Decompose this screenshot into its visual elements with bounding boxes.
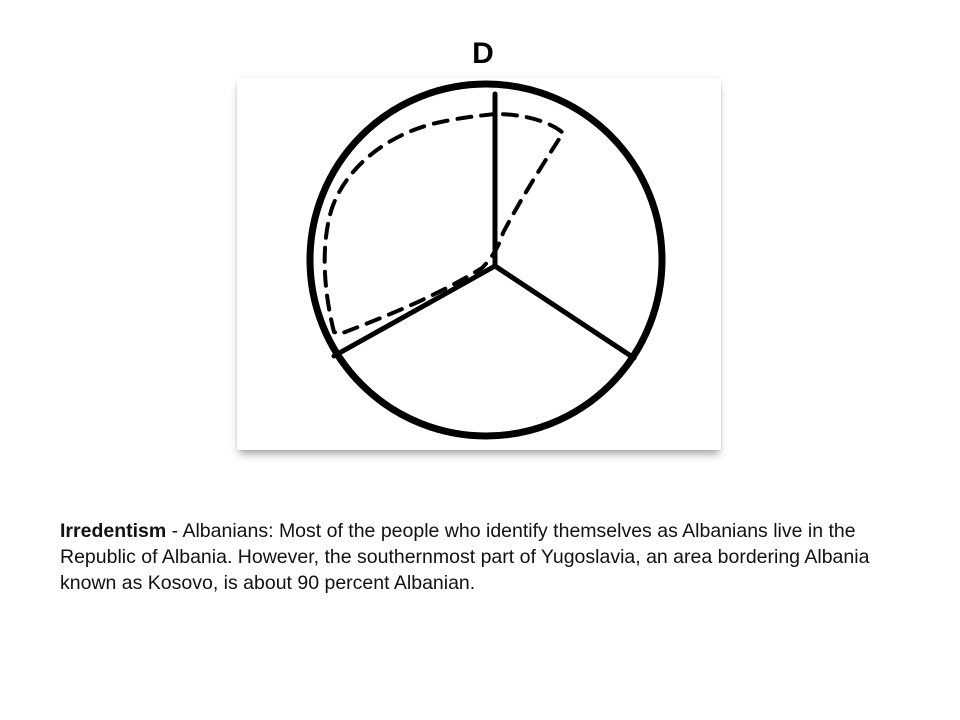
caption-text: - Albanians: Most of the people who identify themselves as Albanians live in the Republic of Albania. However, the southernmost part of Yugoslavia, an area bordering Albania known as Kosovo, is about 90 percent Albanian. bbox=[60, 520, 870, 594]
caption-term: Irredentism bbox=[60, 520, 167, 542]
caption-paragraph bbox=[60, 518, 900, 596]
slide-title: D bbox=[472, 37, 494, 70]
dashed-boundary bbox=[325, 114, 563, 334]
divider-lower-right bbox=[495, 266, 634, 358]
divider-lower-left bbox=[334, 266, 495, 356]
outer-circle bbox=[310, 84, 662, 436]
diagram-frame bbox=[237, 78, 721, 450]
sector-diagram bbox=[237, 78, 721, 450]
